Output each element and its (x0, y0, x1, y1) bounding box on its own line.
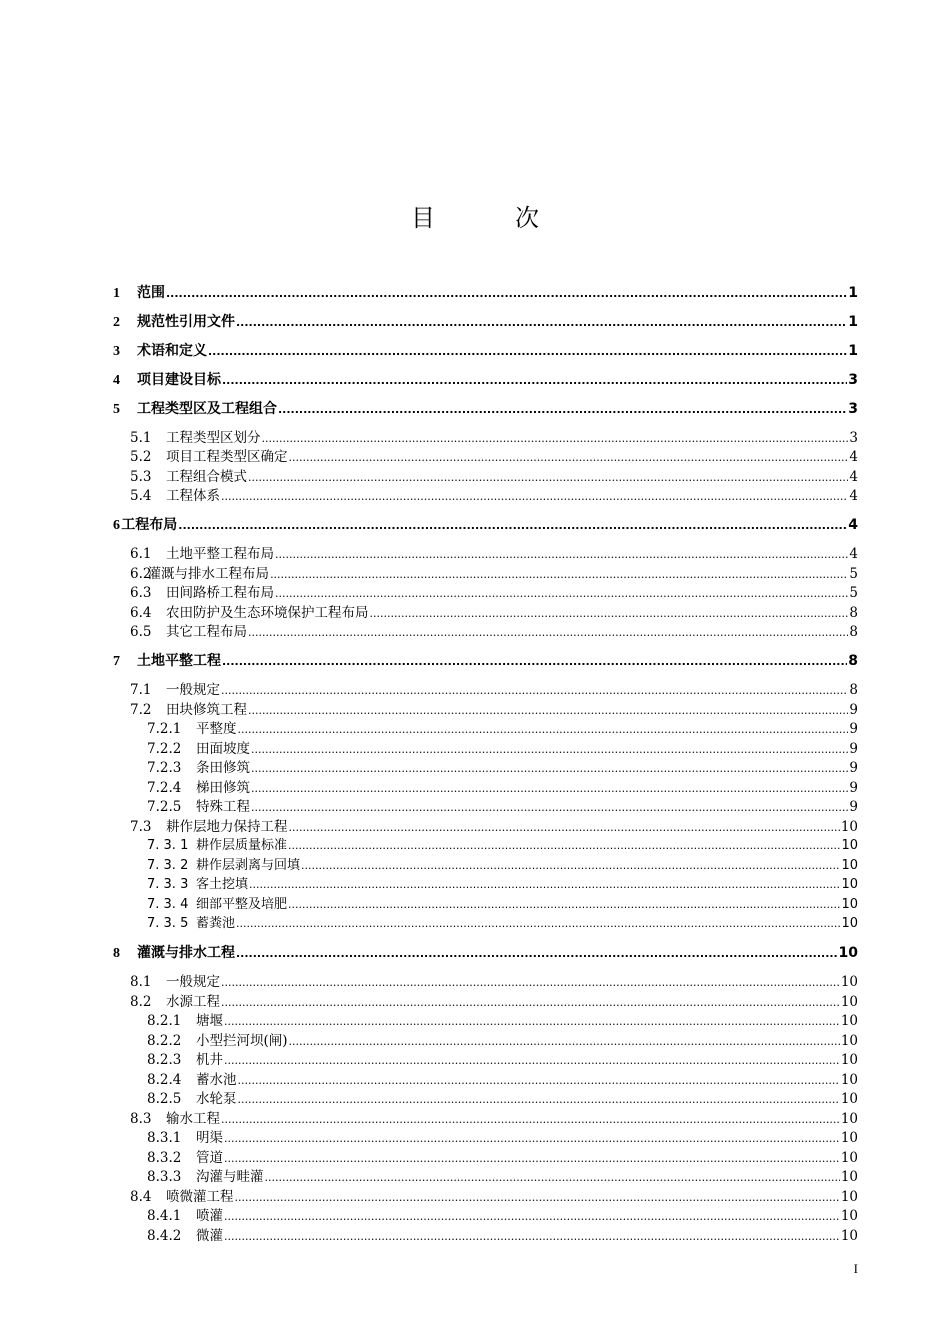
toc-entry-title: 小型拦河坝(闸) (196, 1033, 288, 1049)
toc-dot-leader (370, 605, 849, 623)
toc-entry[interactable] (130, 448, 858, 467)
toc-dot-leader (224, 1228, 840, 1246)
toc-entry-title: 蓄水池 (196, 1072, 237, 1088)
toc-entry-number: 3 (113, 344, 120, 359)
toc-dot-leader (248, 624, 848, 642)
toc-entry-title: 农田防护及生态环境保护工程布局 (166, 605, 369, 621)
toc-dot-leader (289, 1033, 840, 1051)
toc-dot-leader (236, 915, 840, 933)
toc-entry[interactable] (147, 1168, 858, 1187)
toc-entry-number: 5.2 (130, 449, 152, 465)
toc-dot-leader (221, 994, 840, 1012)
toc-entry[interactable] (130, 993, 858, 1012)
page-number: I (853, 1261, 858, 1276)
toc-entry-number: 7. 3. 1 (147, 838, 189, 853)
toc-entry-title: 土地平整工程布局 (166, 546, 274, 562)
toc-entry-number: 8.2.3 (147, 1052, 182, 1068)
toc-entry-page: 10 (840, 1169, 858, 1185)
toc-entry-page: 4 (849, 449, 858, 465)
toc-entry-title: 塘堰 (196, 1013, 223, 1029)
toc-entry[interactable] (113, 944, 858, 963)
toc-entry-page: 10 (841, 858, 858, 873)
toc-entry-number: 5.4 (130, 488, 152, 504)
toc-entry-page: 4 (849, 488, 858, 504)
toc-entry[interactable] (147, 720, 858, 739)
toc-dot-leader (251, 799, 848, 817)
toc-entry-page: 8 (849, 682, 858, 698)
toc-entry-title: 沟灌与畦灌 (196, 1169, 264, 1185)
toc-entry-number: 7.2.1 (147, 721, 182, 737)
page-title: 目 次 (411, 204, 567, 232)
toc-entry-number: 8.3.1 (147, 1130, 182, 1146)
toc-entry-page: 10 (840, 1052, 858, 1068)
toc-entry-title: 耕作层质量标准 (196, 838, 288, 853)
toc-entry-number: 7.2.2 (147, 741, 182, 757)
toc-entry-title: 条田修筑 (196, 760, 250, 776)
toc-entry-page: 8 (848, 653, 858, 669)
toc-entry-page: 4 (848, 517, 858, 533)
toc-entry-title: 明渠 (196, 1130, 223, 1146)
toc-entry-page: 3 (848, 401, 858, 417)
toc-entry[interactable] (113, 400, 858, 419)
toc-entry-page: 10 (840, 1091, 858, 1107)
toc-entry-number: 7.1 (130, 682, 152, 698)
toc-entry-page: 1 (848, 285, 858, 301)
toc-dot-leader (275, 585, 848, 603)
toc-entry-number: 6 (113, 518, 120, 533)
toc-entry-page: 10 (841, 838, 858, 853)
toc-entry-number: 8.4.2 (147, 1228, 182, 1244)
toc-dot-leader (221, 682, 848, 700)
toc-entry-title: 田块修筑工程 (166, 702, 247, 718)
toc-entry-page: 3 (848, 372, 858, 388)
toc-entry-page: 9 (849, 760, 858, 776)
toc-dot-leader (262, 430, 849, 448)
toc-entry-page: 10 (841, 877, 858, 892)
toc-entry-title: 平整度 (196, 721, 237, 737)
toc-entry-number: 7. 3. 3 (147, 877, 189, 892)
toc-entry-title: 耕作层剥离与回填 (196, 858, 301, 873)
toc-entry[interactable] (147, 740, 858, 759)
toc-entry[interactable] (130, 429, 858, 448)
toc-dot-leader (178, 517, 847, 535)
toc-entry[interactable] (130, 701, 858, 720)
toc-entry-page: 8 (849, 624, 858, 640)
toc-entry-page: 9 (849, 721, 858, 737)
toc-dot-leader (221, 974, 840, 992)
toc-entry-number: 7.2.5 (147, 799, 182, 815)
toc-entry-title: 工程类型区划分 (166, 430, 261, 446)
toc-entry-title: 项目建设目标 (137, 372, 221, 388)
toc-entry-title: 范围 (137, 285, 165, 301)
toc-dot-leader (221, 488, 848, 506)
toc-entry-number: 7.2 (130, 702, 152, 718)
toc-dot-leader (224, 1208, 840, 1226)
toc-entry[interactable] (113, 516, 858, 535)
toc-entry-number: 7.3 (130, 819, 152, 835)
toc-entry-number: 8.2.2 (147, 1033, 182, 1049)
toc-entry-title: 工程类型区及工程组合 (137, 401, 277, 417)
toc-entry-page: 10 (840, 1013, 858, 1029)
toc-dot-leader (236, 945, 838, 963)
toc-entry-page: 10 (840, 994, 858, 1010)
toc-entry[interactable] (113, 284, 858, 303)
toc-entry[interactable] (147, 1012, 858, 1031)
toc-entry-title: 田面坡度 (196, 741, 250, 757)
toc-entry[interactable] (113, 652, 858, 671)
toc-entry-title: 灌溉与排水工程布局 (147, 566, 270, 582)
toc-entry[interactable] (147, 1071, 858, 1090)
toc-entry-page: 10 (840, 1228, 858, 1244)
toc-entry-title: 水源工程 (166, 994, 220, 1010)
toc-entry-title: 微灌 (196, 1228, 223, 1244)
toc-entry-number: 1 (113, 286, 120, 301)
toc-entry[interactable] (130, 604, 858, 623)
toc-dot-leader (224, 1150, 840, 1168)
toc-entry[interactable] (130, 973, 858, 992)
toc-dot-leader (270, 566, 848, 584)
toc-entry-page: 10 (841, 916, 858, 931)
toc-dot-leader (301, 857, 840, 875)
toc-dot-leader (288, 896, 840, 914)
toc-entry-title: 蓄粪池 (196, 916, 236, 931)
toc-entry-number: 8.4 (130, 1189, 152, 1205)
toc-entry-title: 特殊工程 (196, 799, 250, 815)
toc-entry-number: 8.2.4 (147, 1072, 182, 1088)
toc-entry-page: 10 (840, 1111, 858, 1127)
toc-entry-number: 8.2.5 (147, 1091, 182, 1107)
toc-entry-number: 8.4.1 (147, 1208, 182, 1224)
toc-entry-number: 8.1 (130, 974, 152, 990)
toc-entry-page: 1 (848, 343, 858, 359)
toc-entry[interactable] (130, 818, 858, 837)
toc-entry[interactable] (147, 779, 858, 798)
toc-dot-leader (265, 1169, 840, 1187)
toc-entry-page: 10 (840, 974, 858, 990)
toc-entry-page: 10 (840, 1072, 858, 1088)
toc-entry-number: 7. 3. 4 (147, 897, 189, 912)
toc-entry-title: 细部平整及培肥 (196, 897, 288, 912)
toc-entry-page: 10 (838, 945, 858, 961)
toc-dot-leader (238, 1091, 840, 1109)
toc-entry-number: 6.3 (130, 585, 152, 601)
toc-entry-title: 喷微灌工程 (166, 1189, 234, 1205)
toc-entry[interactable] (130, 468, 858, 487)
toc-entry[interactable] (147, 1227, 858, 1246)
toc-entry-number: 2 (113, 315, 120, 330)
toc-entry-number: 8.2.1 (147, 1013, 182, 1029)
toc-entry-number: 8.3 (130, 1111, 152, 1127)
toc-entry[interactable] (130, 584, 858, 603)
toc-entry-title: 其它工程布局 (166, 624, 247, 640)
toc-entry-number: 8 (113, 946, 120, 961)
toc-entry[interactable] (147, 1032, 858, 1051)
toc-dot-leader (222, 653, 847, 671)
toc-dot-leader (289, 819, 840, 837)
toc-entry-number: 7. 3. 5 (147, 916, 189, 931)
toc-dot-leader (238, 1072, 840, 1090)
toc-entry-title: 术语和定义 (137, 343, 207, 359)
toc-entry-title: 田间路桥工程布局 (166, 585, 274, 601)
toc-dot-leader (235, 1189, 840, 1207)
toc-entry-number: 5 (113, 402, 120, 417)
toc-entry-title: 灌溉与排水工程 (137, 945, 235, 961)
toc-entry-page: 10 (840, 1033, 858, 1049)
toc-entry-page: 8 (849, 605, 858, 621)
toc-entry-number: 7.2.3 (147, 760, 182, 776)
toc-entry[interactable] (147, 1149, 858, 1168)
toc-entry[interactable] (147, 837, 858, 855)
toc-dot-leader (248, 469, 848, 487)
toc-entry-page: 9 (849, 741, 858, 757)
toc-entry[interactable] (147, 857, 858, 875)
toc-dot-leader (224, 1130, 840, 1148)
toc-entry-title: 输水工程 (166, 1111, 220, 1127)
toc-entry-number: 7.2.4 (147, 780, 182, 796)
toc-entry[interactable] (130, 1110, 858, 1129)
toc-entry[interactable] (147, 798, 858, 817)
toc-dot-leader (224, 1052, 840, 1070)
toc-entry-page: 5 (849, 566, 858, 582)
toc-entry-title: 管道 (196, 1150, 223, 1166)
toc-entry-title: 工程体系 (166, 488, 220, 504)
toc-dot-leader (224, 1013, 840, 1031)
toc-entry-title: 土地平整工程 (137, 653, 221, 669)
toc-dot-leader (208, 343, 847, 361)
toc-dot-leader (221, 1111, 840, 1129)
toc-dot-leader (236, 314, 847, 332)
toc-entry-title: 规范性引用文件 (137, 314, 235, 330)
toc-entry[interactable] (147, 1207, 858, 1226)
toc-dot-leader (166, 285, 847, 303)
toc-entry-page: 10 (840, 819, 858, 835)
toc-entry-title: 一般规定 (166, 682, 220, 698)
toc-entry-page: 1 (848, 314, 858, 330)
toc-entry-number: 8.2 (130, 994, 152, 1010)
toc-entry[interactable] (113, 313, 858, 332)
toc-entry-number: 6.1 (130, 546, 152, 562)
toc-dot-leader (289, 449, 849, 467)
toc-entry-page: 5 (849, 585, 858, 601)
toc-entry-title: 项目工程类型区确定 (166, 449, 288, 465)
toc-entry-title: 工程组合模式 (166, 469, 247, 485)
toc-entry-number: 5.1 (130, 430, 152, 446)
toc-entry-page: 10 (841, 897, 858, 912)
toc-dot-leader (251, 741, 848, 759)
toc-entry[interactable] (130, 1188, 858, 1207)
toc-entry-page: 9 (849, 799, 858, 815)
toc-entry-page: 9 (849, 702, 858, 718)
toc-dot-leader (249, 876, 840, 894)
toc-entry[interactable] (130, 681, 858, 700)
toc-entry[interactable] (147, 759, 858, 778)
toc-dot-leader (251, 780, 848, 798)
toc-entry[interactable] (147, 915, 858, 933)
toc-entry-title: 水轮泵 (196, 1091, 237, 1107)
toc-entry-title: 客土挖填 (196, 877, 249, 892)
toc-entry[interactable] (130, 565, 858, 584)
toc-entry-number: 7. 3. 2 (147, 858, 189, 873)
toc-dot-leader (248, 702, 848, 720)
toc-entry-page: 10 (840, 1189, 858, 1205)
toc-entry-page: 10 (840, 1130, 858, 1146)
toc-entry-number: 8.3.2 (147, 1150, 182, 1166)
toc-entry[interactable] (147, 1129, 858, 1148)
toc-entry-page: 4 (849, 469, 858, 485)
toc-dot-leader (251, 760, 848, 778)
toc-entry[interactable] (147, 876, 858, 894)
toc-entry[interactable] (147, 1051, 858, 1070)
toc-entry-title: 机井 (196, 1052, 223, 1068)
toc-entry-title: 一般规定 (166, 974, 220, 990)
toc-entry-number: 6.5 (130, 624, 152, 640)
toc-dot-leader (278, 401, 847, 419)
toc-entry-page: 10 (840, 1208, 858, 1224)
toc-entry-page: 10 (840, 1150, 858, 1166)
toc-entry-number: 8.3.3 (147, 1169, 182, 1185)
toc-entry-number: 5.3 (130, 469, 152, 485)
toc-entry-number: 6.2 (130, 566, 152, 582)
toc-entry[interactable] (113, 342, 858, 361)
toc-entry-title: 耕作层地力保持工程 (166, 819, 288, 835)
toc-entry[interactable] (130, 545, 858, 564)
toc-entry[interactable] (147, 1090, 858, 1109)
toc-entry-number: 7 (113, 654, 120, 669)
toc-entry-title: 梯田修筑 (196, 780, 250, 796)
toc-entry-page: 4 (849, 546, 858, 562)
toc-dot-leader (238, 721, 849, 739)
toc-entry-number: 6.4 (130, 605, 152, 621)
toc-entry[interactable] (130, 487, 858, 506)
toc-dot-leader (222, 372, 847, 390)
toc-entry-title: 喷灌 (196, 1208, 223, 1224)
toc-entry-page: 3 (849, 430, 858, 446)
toc-entry-page: 9 (849, 780, 858, 796)
toc-entry[interactable] (113, 371, 858, 390)
toc-entry-title: 工程布局 (121, 517, 178, 533)
toc-entry[interactable] (147, 896, 858, 914)
toc-dot-leader (275, 546, 848, 564)
toc-entry-number: 4 (113, 373, 120, 388)
toc-entry[interactable] (130, 623, 858, 642)
toc-dot-leader (288, 837, 840, 855)
